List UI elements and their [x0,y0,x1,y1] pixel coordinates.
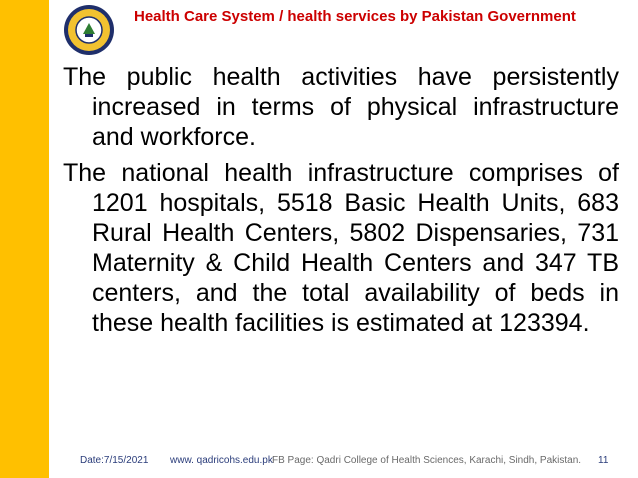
paragraph-health-activities: The public health activities have persistently increased in terms of physical infrastructure and workforce. [63,63,619,151]
college-logo [63,4,115,56]
footer-fb-page: FB Page: Qadri College of Health Sciences, Karachi, Sindh, Pakistan. [272,455,582,466]
paragraph-health-infrastructure: The national health infrastructure comprises of 1201 hospitals, 5518 Basic Health Units, 683 Rural Health Centers, 5802 Dispensaries, 731 Maternity & Child Health Centers and 347 TB centers, and the total availability of beds in these health facilities is estimated at 123394. [63,159,619,337]
footer-website-link[interactable]: www. qadricohs.edu.pk [170,455,273,466]
left-accent-bar [0,0,49,478]
footer-date: Date:7/15/2021 [80,455,149,466]
slide-title: Health Care System / health services by Pakistan Government [134,8,576,25]
slide-body [63,62,619,344]
page-number: 11 [598,455,609,466]
